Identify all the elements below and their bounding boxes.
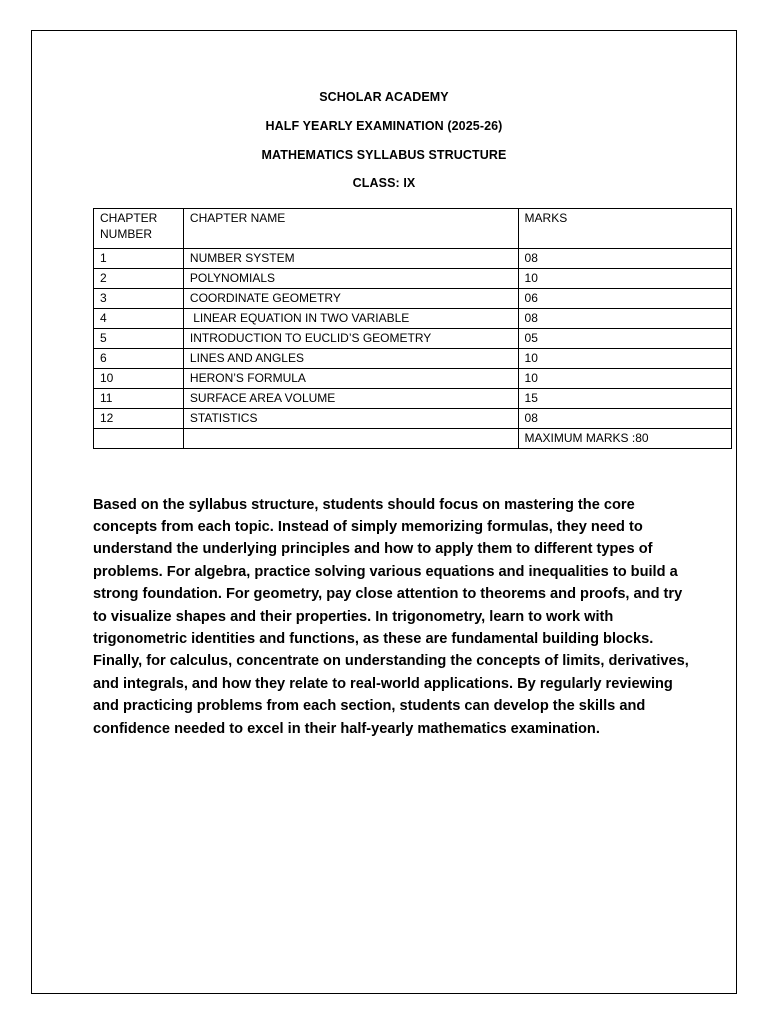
table-row [94, 349, 732, 369]
column-header-chapter-number: CHAPTER NUMBER [94, 209, 184, 249]
table-row [94, 269, 732, 289]
table-row [94, 409, 732, 429]
class-label: CLASS: IX [352, 176, 416, 190]
marks-cell: 05 [518, 329, 731, 349]
column-header-chapter-name: CHAPTER NAME [183, 209, 518, 249]
table-row [94, 389, 732, 409]
chapter-number-cell: 4 [94, 309, 184, 329]
syllabus-title: MATHEMATICS SYLLABUS STRUCTURE [261, 148, 507, 162]
marks-cell: 15 [518, 389, 731, 409]
table-row [94, 289, 732, 309]
chapter-name-cell: SURFACE AREA VOLUME [183, 389, 518, 409]
chapter-number-cell: 6 [94, 349, 184, 369]
empty-cell [183, 429, 518, 449]
maximum-marks-cell: MAXIMUM MARKS :80 [518, 429, 731, 449]
table-header-row [94, 209, 732, 249]
syllabus-table [93, 208, 732, 449]
table-footer-row [94, 429, 732, 449]
document-page [31, 30, 737, 994]
table-row [94, 329, 732, 349]
chapter-name-cell: NUMBER SYSTEM [183, 249, 518, 269]
chapter-name-cell: COORDINATE GEOMETRY [183, 289, 518, 309]
chapter-number-cell: 2 [94, 269, 184, 289]
table-row [94, 249, 732, 269]
chapter-name-cell: INTRODUCTION TO EUCLID’S GEOMETRY [183, 329, 518, 349]
exam-title: HALF YEARLY EXAMINATION (2025-26) [265, 119, 503, 133]
marks-cell: 08 [518, 309, 731, 329]
chapter-name-cell: HERON’S FORMULA [183, 369, 518, 389]
study-advice-paragraph: Based on the syllabus structure, students should focus on mastering the core concepts from each topic. Instead of simply memorizing formulas, they need to understand the underlying principles and how to apply them to different types of problems. For algebra, practice solving various equations and inequalities to build a strong foundation. For geometry, pay close attention to theorems and proofs, and try to visualize shapes and their properties. In trigonometry, learn to work with trigonometric identities and functions, as these are fundamental building blocks. Finally, for calculus, concentrate on understanding the concepts of limits, derivatives, and integrals, and how they relate to real-world applications. By regularly reviewing and practicing problems from each section, students can develop the skills and confidence needed to excel in their half-yearly mathematics examination. [93, 496, 689, 737]
chapter-number-cell: 5 [94, 329, 184, 349]
empty-cell [94, 429, 184, 449]
marks-cell: 08 [518, 249, 731, 269]
marks-cell: 10 [518, 369, 731, 389]
school-name: SCHOLAR ACADEMY [319, 90, 449, 104]
chapter-number-cell: 10 [94, 369, 184, 389]
marks-cell: 10 [518, 269, 731, 289]
chapter-name-cell: POLYNOMIALS [183, 269, 518, 289]
chapter-name-cell: STATISTICS [183, 409, 518, 429]
table-row [94, 369, 732, 389]
chapter-name-cell: LINEAR EQUATION IN TWO VARIABLE [183, 309, 518, 329]
chapter-number-cell: 3 [94, 289, 184, 309]
chapter-number-cell: 12 [94, 409, 184, 429]
marks-cell: 10 [518, 349, 731, 369]
marks-cell: 06 [518, 289, 731, 309]
chapter-number-cell: 11 [94, 389, 184, 409]
chapter-name-cell: LINES AND ANGLES [183, 349, 518, 369]
marks-cell: 08 [518, 409, 731, 429]
table-row [94, 309, 732, 329]
chapter-number-cell: 1 [94, 249, 184, 269]
column-header-marks: MARKS [518, 209, 731, 249]
